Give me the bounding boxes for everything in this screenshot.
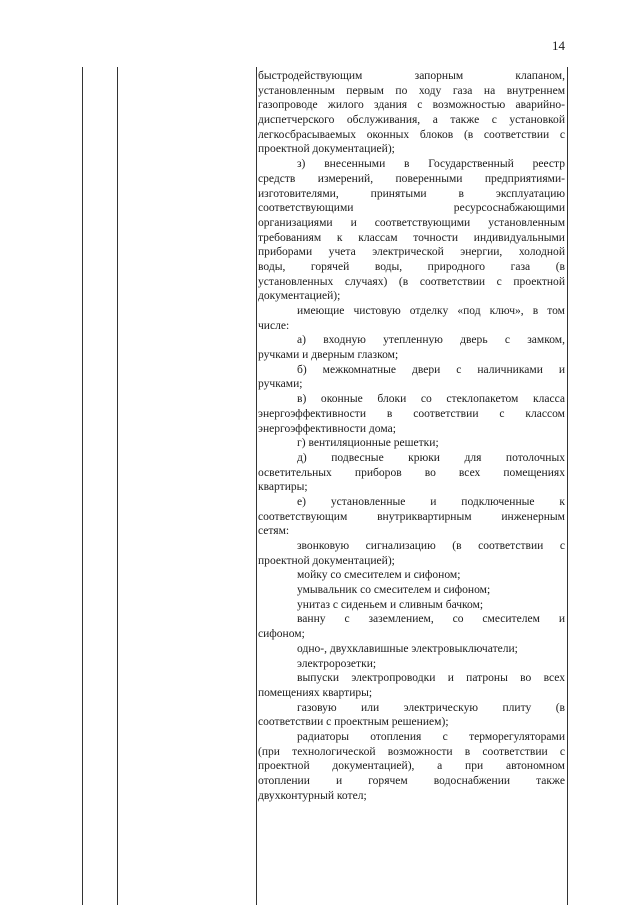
- text-line: з) внесенными в Государственный реестр: [297, 158, 565, 171]
- page-number: 14: [552, 38, 565, 53]
- text-line: умывальник со смесителем и сифоном;: [297, 584, 491, 597]
- text-line: квартиры;: [258, 481, 308, 494]
- text-line: газопроводе жилого здания с возможностью аварийно-: [258, 99, 565, 112]
- text-line: в) оконные блоки со стеклопакетом класса: [297, 393, 565, 406]
- text-line: ванну с заземлением, со смесителем и: [297, 613, 565, 626]
- text-line: соответствии с проектным решением);: [258, 716, 449, 729]
- text-line: установленным первым по ходу газа на внутреннем: [258, 84, 565, 97]
- text-line: одно-, двухклавишные электровыключатели;: [297, 642, 518, 655]
- text-line: проектной документацией);: [258, 143, 395, 156]
- text-line: двухконтурный котел;: [258, 789, 367, 802]
- text-line: ручками;: [258, 378, 303, 391]
- table-cell-text: [258, 69, 565, 803]
- text-line: числе:: [258, 319, 290, 332]
- text-line: е) установленные и подключенные к: [297, 495, 565, 508]
- text-line: диспетчерского обслуживания, а также с установкой: [258, 114, 565, 127]
- text-line: воды, горячей воды, природного газа (в: [258, 260, 565, 273]
- text-line: г) вентиляционные решетки;: [297, 437, 439, 450]
- text-line: средств измерений, поверенными предприятиями-: [258, 172, 565, 185]
- text-line: документацией);: [258, 290, 341, 303]
- text-line: ручками и дверным глазком;: [258, 349, 399, 362]
- text-line: осветительных приборов во всех помещениях: [258, 466, 565, 479]
- table-border-left: [82, 67, 83, 905]
- text-line: д) подвесные крюки для потолочных: [297, 451, 565, 464]
- text-line: электророзетки;: [297, 657, 377, 670]
- text-line: организациями и соответствующими установленным: [258, 216, 565, 229]
- text-line: (при технологической возможности в соответствии с: [258, 745, 565, 758]
- text-line: соответствующим внутриквартирным инженерным: [258, 510, 565, 523]
- table-border-right: [567, 67, 568, 905]
- text-line: установленных случаях) (в соответствии с проектной: [258, 275, 565, 288]
- text-line: сетям:: [258, 525, 290, 538]
- table-column-divider-1: [117, 67, 118, 905]
- text-line: приборами учета электрической энергии, холодной: [258, 246, 565, 259]
- text-line: а) входную утепленную дверь с замком,: [297, 334, 565, 347]
- text-line: требованиям к классам точности индивидуальными: [258, 231, 565, 244]
- text-line: легкосбрасываемых оконных блоков (в соответствии с: [258, 128, 565, 141]
- text-line: быстродействующим запорным клапаном,: [258, 70, 565, 82]
- text-line: мойку со смесителем и сифоном;: [297, 569, 461, 582]
- text-line: энергоэффективности дома;: [258, 422, 396, 435]
- text-line: энергоэффективности в соответствии с классом: [258, 407, 565, 420]
- text-line: помещениях квартиры;: [258, 686, 373, 699]
- text-line: б) межкомнатные двери с наличниками и: [297, 363, 565, 376]
- text-line: изготовителями, принятыми в эксплуатацию: [258, 187, 565, 200]
- text-line: имеющие чистовую отделку «под ключ», в том: [297, 305, 565, 317]
- text-line: соответствующими ресурсоснабжающими: [258, 202, 565, 215]
- text-line: проектной документацией), а при автономном: [258, 760, 565, 773]
- text-line: отоплении и горячем водоснабжении также: [258, 775, 565, 787]
- text-line: газовую или электрическую плиту (в: [297, 701, 565, 714]
- text-line: сифоном;: [258, 628, 305, 641]
- text-line: унитаз с сиденьем и сливным бачком;: [297, 598, 484, 611]
- table-column-divider-2: [256, 67, 257, 905]
- text-line: звонковую сигнализацию (в соответствии с: [297, 540, 565, 552]
- text-line: радиаторы отопления с терморегуляторами: [297, 730, 565, 743]
- text-line: выпуски электропроводки и патроны во всех: [297, 672, 565, 685]
- text-line: проектной документацией);: [258, 554, 395, 567]
